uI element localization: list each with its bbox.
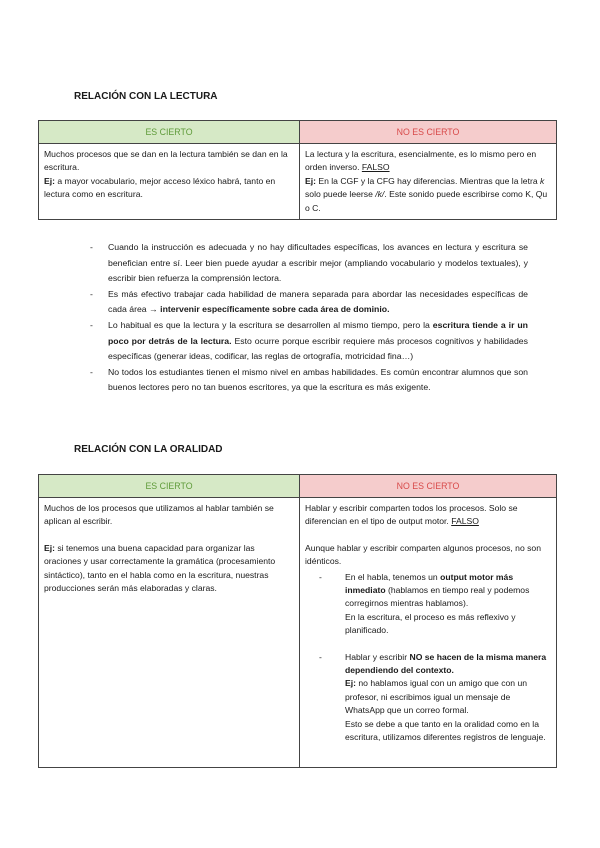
bullet-text: No todos los estudiantes tienen el mismo nivel en ambas habilidades. Es común encontrar alumnos que son buenos lectores pero no tan buenos escritores, ya que la escritura es más exigente. bbox=[108, 366, 528, 393]
phoneme-k: /k/ bbox=[375, 189, 385, 200]
sub-text: Hablar y escribir bbox=[345, 651, 410, 662]
sub-item bbox=[305, 571, 551, 638]
sub-bold: NO se hacen de la misma manera dependiendo del contexto. bbox=[345, 651, 547, 676]
sub-list bbox=[305, 571, 551, 745]
true-p1: Muchos de los procesos que utilizamos al hablar también se aplican al escribir. bbox=[44, 503, 274, 527]
ej-label: Ej: bbox=[44, 542, 55, 553]
false-text: La lectura y la escritura, esencialmente, es lo mismo pero en orden inverso. bbox=[305, 149, 537, 173]
false-p1: Hablar y escribir comparten todos los procesos. Solo se diferencian en el tipo de output motor. bbox=[305, 503, 518, 527]
comparison-table-lectura bbox=[38, 120, 557, 220]
section-title-lectura: RELACIÓN CON LA LECTURA bbox=[74, 91, 218, 102]
false-ej-text-a: En la CGF y la CFG hay diferencias. Mientras que la letra bbox=[315, 175, 540, 186]
true-text: Muchos procesos que se dan en la lectura también se dan en la escritura. bbox=[44, 149, 288, 173]
bullet-text: Esto ocurre porque escribir requiere más procesos cognitivos y habilidades específicas (generar ideas, codificar, las reglas de ortografía, motricidad fina…) bbox=[108, 335, 528, 362]
sub-text: En la escritura, el proceso es más reflexivo y planificado. bbox=[345, 611, 516, 636]
falso-tag: FALSO bbox=[361, 162, 390, 173]
ej-label: Ej: bbox=[345, 678, 356, 689]
cell-false bbox=[300, 498, 557, 768]
header-no-es-cierto: NO ES CIERTO bbox=[300, 475, 557, 498]
header-es-cierto: ES CIERTO bbox=[39, 121, 300, 144]
bullet-bold: escritura tiende a ir un poco por detrás de la lectura. bbox=[108, 319, 528, 346]
false-ej-text-b: solo puede leerse bbox=[305, 189, 376, 200]
bullet-text: Lo habitual es que la lectura y la escritura se desarrollen al mismo tiempo, pero la bbox=[108, 319, 433, 330]
sub-text: no hablamos igual con un amigo que con un profesor, ni escribimos igual un mensaje de WhatsApp que un correo formal. bbox=[345, 678, 528, 716]
list-item bbox=[90, 318, 528, 365]
list-item bbox=[90, 287, 528, 318]
sub-bold: output motor más inmediato bbox=[345, 571, 514, 596]
list-item bbox=[90, 240, 528, 287]
false-p2: Aunque hablar y escribir comparten algunos procesos, no son idénticos. bbox=[305, 542, 541, 567]
true-ej-text: a mayor vocabulario, mejor acceso léxico habrá, tanto en lectura como en escritura. bbox=[44, 175, 276, 200]
true-ej-text: si tenemos una buena capacidad para organizar las oraciones y usar correctamente la gramática (procesamiento sintáctico), tanto en el habla como en la escritura, nuestras producciones serán más elaboradas y claras. bbox=[44, 542, 276, 594]
header-es-cierto: ES CIERTO bbox=[39, 475, 300, 498]
falso-tag: FALSO bbox=[451, 516, 479, 527]
bullet-bold: intervenir específicamente sobre cada área de dominio. bbox=[160, 304, 390, 315]
cell-false bbox=[300, 144, 557, 220]
bullet-text: Es más efectivo trabajar cada habilidad de manera separada para abordar las necesidades específicas de cada área → bbox=[108, 288, 528, 315]
cell-true bbox=[39, 144, 300, 220]
letter-k: k bbox=[540, 175, 545, 186]
sub-item bbox=[305, 651, 551, 745]
ej-label: Ej: bbox=[44, 175, 55, 186]
cell-true bbox=[39, 498, 300, 768]
comparison-table-oralidad bbox=[38, 474, 557, 768]
header-no-es-cierto: NO ES CIERTO bbox=[300, 121, 557, 144]
bullet-text: Cuando la instrucción es adecuada y no hay dificultades específicas, los avances en lectura y escritura se benefician entre sí. Leer bien puede ayudar a escribir mejor (ampliando vocabulario y modelos textuales), y escribir bien refuerza la comprensión lectora. bbox=[108, 242, 528, 284]
bullet-list bbox=[90, 240, 528, 396]
false-ej-text-c: . Este sonido puede escribirse como K, Qu o C. bbox=[305, 189, 548, 213]
sub-text: (hablamos en tiempo real y podemos corregirnos mientras hablamos). bbox=[345, 585, 530, 609]
sub-text: En el habla, tenemos un bbox=[345, 571, 441, 582]
sub-text: Esto se debe a que tanto en la oralidad como en la escritura, utilizamos diferentes registros de lenguaje. bbox=[345, 718, 546, 743]
list-item bbox=[90, 365, 528, 396]
ej-label: Ej: bbox=[305, 175, 316, 186]
section-title-oralidad: RELACIÓN CON LA ORALIDAD bbox=[74, 444, 223, 455]
